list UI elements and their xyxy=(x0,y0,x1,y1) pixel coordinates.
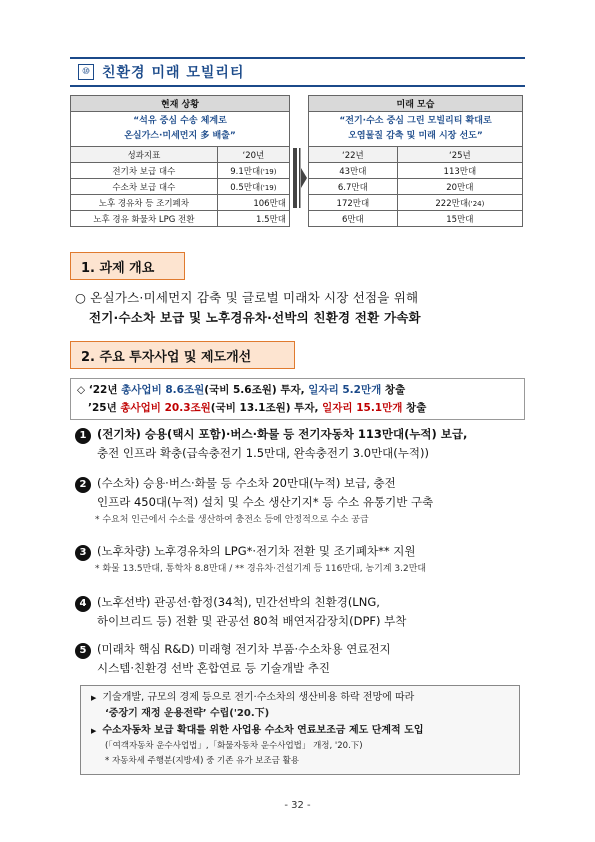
current-header: 현재 상황 xyxy=(71,96,290,112)
col-year-25: ‘25년 xyxy=(397,147,522,163)
row-value: 9.1만대('19) xyxy=(217,163,289,179)
row-value: 1.5만대 xyxy=(217,211,289,227)
row-label: 노후 경유 화물차 LPG 전환 xyxy=(71,211,218,227)
number-badge: 3 xyxy=(75,545,91,561)
item-line2: 충전 인프라 확충(급속충전기 1.5만대, 완속충전기 3.0만대(누적)) xyxy=(97,446,429,460)
item-line1: (수소차) 승용·버스·화물 등 수소차 20만대(누적) 보급, 충전 xyxy=(97,476,396,490)
policy-improvement-box xyxy=(80,685,520,775)
item-line1: (전기차) 승용(택시 포함)·버스·화물 등 전기자동차 113만대(누적) 보급, xyxy=(97,427,468,441)
current-status-table xyxy=(70,95,290,227)
summary-line-25: ’25년 총사업비 20.3조원(국비 13.1조원) 투자, 일자리 15.1만개 창출 xyxy=(77,402,427,414)
item-note: * 화물 13.5만대, 통학차 8.8만대 / ** 경유차·건설기계 등 116만대, 농기계 3.2만대 xyxy=(95,564,427,574)
col-year-20: ‘20년 xyxy=(217,147,289,163)
cell-22: 43만대 xyxy=(309,163,398,179)
item-line1: (노후차량) 노후경유차의 LPG*·전기차 전환 및 조기폐차** 지원 xyxy=(97,544,416,558)
cell-22: 172만대 xyxy=(309,195,398,211)
item-line2: 하이브리드 등) 전환 및 관공선 80척 배연저감장치(DPF) 부착 xyxy=(97,614,407,628)
future-table xyxy=(308,95,523,227)
item-ev xyxy=(75,425,530,463)
policy-item-2-note: * 자동차세 주행분(지방세) 중 기존 유가 보조금 활용 xyxy=(105,756,300,766)
col-indicator: 성과지표 xyxy=(71,147,218,163)
item-note: * 수요처 인근에서 수소를 생산하여 충전소 등에 안정적으로 수소 공급 xyxy=(95,515,369,525)
section-1-line1: ○ 온실가스·미세먼지 감축 및 글로벌 미래차 시장 선점을 위해 xyxy=(75,290,419,305)
row-value: 106만대 xyxy=(217,195,289,211)
section-title-bar xyxy=(70,57,525,87)
cell-25: 113만대 xyxy=(397,163,522,179)
future-slogan xyxy=(309,112,523,147)
item-rnd xyxy=(75,640,530,678)
cell-25: 20만대 xyxy=(397,179,522,195)
item-old-vehicles xyxy=(75,542,530,577)
item-hydrogen xyxy=(75,474,530,528)
transition-arrow-icon xyxy=(291,148,307,208)
page-number: - 32 - xyxy=(284,800,311,811)
current-slogan xyxy=(71,112,290,147)
policy-item-1: ▶ 기술개발, 규모의 경제 등으로 전기·수소차의 생산비용 하락 전망에 따라 ‘중장기 재정 운용전략’ 수립('20.下) xyxy=(91,690,509,721)
future-slogan-line2: 오염물질 감축 및 미래 시장 선도” xyxy=(348,131,483,141)
cell-25: 222만대('24) xyxy=(397,195,522,211)
summary-line-22: ◇ ‘22년 총사업비 8.6조원(국비 5.6조원) 투자, 일자리 5.2만개 창출 xyxy=(77,384,406,396)
section-2-heading: 2. 주요 투자사업 및 제도개선 xyxy=(70,341,295,369)
section-1-body xyxy=(75,288,535,328)
page-title: 친환경 미래 모빌리티 xyxy=(102,65,245,81)
row-value: 0.5만대('19) xyxy=(217,179,289,195)
number-badge: 5 xyxy=(75,643,91,659)
item-line2: 인프라 450대(누적) 설치 및 수소 생산기지* 등 수소 유통기반 구축 xyxy=(97,495,434,509)
title-number: ⑩ xyxy=(78,64,94,80)
policy-item-1-line2: ‘중장기 재정 운용전략’ 수립('20.下) xyxy=(105,708,270,719)
col-year-22: ‘22년 xyxy=(309,147,398,163)
number-badge: 4 xyxy=(75,596,91,612)
number-badge: 2 xyxy=(75,477,91,493)
cell-25: 15만대 xyxy=(397,211,522,227)
cell-22: 6.7만대 xyxy=(309,179,398,195)
row-label: 전기차 보급 대수 xyxy=(71,163,218,179)
item-line2: 시스템·친환경 선박 혼합연료 등 기술개발 추진 xyxy=(97,661,331,675)
number-badge: 1 xyxy=(75,428,91,444)
row-label: 노후 경유차 등 조기폐차 xyxy=(71,195,218,211)
section-1-heading: 1. 과제 개요 xyxy=(70,252,185,280)
item-line1: (미래차 핵심 R&D) 미래형 전기차 부품·수소차용 연료전지 xyxy=(97,642,391,656)
current-slogan-line2: 온실가스·미세먼지 多 배출” xyxy=(124,131,236,141)
item-old-ships xyxy=(75,593,530,631)
current-slogan-line1: “석유 중심 수송 체계로 xyxy=(133,116,227,126)
item-line1: (노후선박) 관공선·함정(34척), 민간선박의 친환경(LNG, xyxy=(97,595,380,609)
future-header: 미래 모습 xyxy=(309,96,523,112)
triangle-bullet-icon: ▶ xyxy=(91,694,97,702)
policy-item-2-line2: (「여객자동차 운수사업법」,「화물자동차 운수사업법」 개정, '20.下) xyxy=(105,741,363,751)
future-slogan-line1: “전기·수소 중심 그린 모빌리티 확대로 xyxy=(339,116,492,126)
cell-22: 6만대 xyxy=(309,211,398,227)
triangle-bullet-icon: ▶ xyxy=(91,727,97,735)
section-1-line2: 전기·수소차 보급 및 노후경유차·선박의 친환경 전환 가속화 xyxy=(89,310,421,325)
policy-item-2: ▶ 수소자동차 보급 확대를 위한 사업용 수소차 연료보조금 제도 단계적 도입 (「여객자동차 운수사업법」,「화물자동차 운수사업법」 개정, '20.下) * 자동차세 주행분(지방세) 중 기존 유가 보조금 활용 xyxy=(91,723,509,769)
row-label: 수소차 보급 대수 xyxy=(71,179,218,195)
investment-summary-box xyxy=(70,378,525,420)
